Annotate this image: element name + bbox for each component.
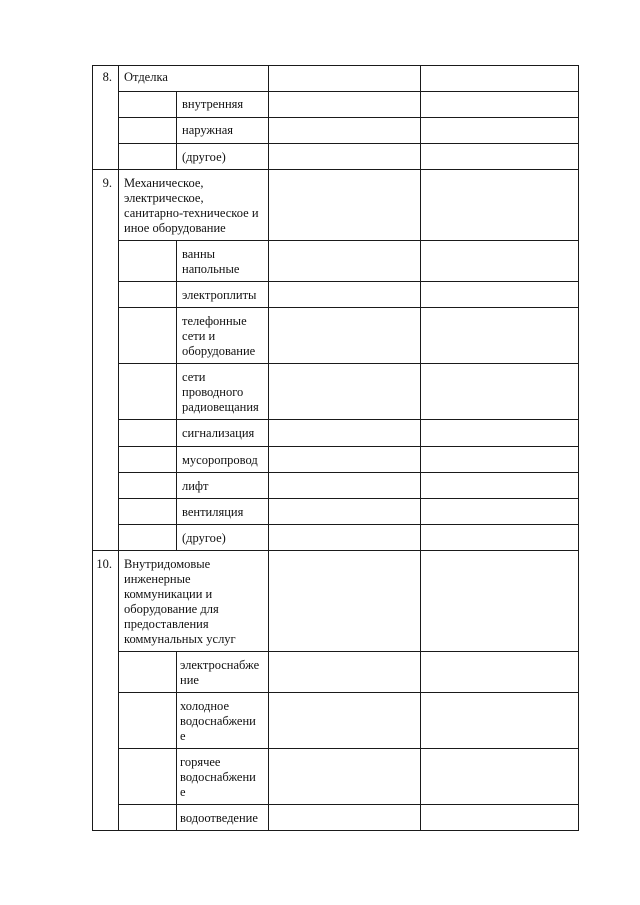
row-line <box>118 692 579 693</box>
column-divider-3 <box>420 65 421 831</box>
section-10-title: Внутридомовые инженерные коммуникации и оборудование для предоставления коммунальных услуг <box>124 557 236 646</box>
row-line <box>118 307 579 308</box>
section-9-item-8: вентиляция <box>182 505 244 519</box>
section-8-item-1: внутренняя <box>182 97 244 111</box>
section-10-number: 10. <box>96 557 112 571</box>
section-9-item-6: мусоропровод <box>182 453 258 467</box>
column-divider-subitem-s9 <box>176 240 177 550</box>
row-line <box>118 498 579 499</box>
column-divider-number <box>118 65 119 831</box>
section-8-item-3: (другое) <box>182 150 226 164</box>
row-line <box>118 240 579 241</box>
row-line <box>118 804 579 805</box>
section-line <box>92 550 579 551</box>
section-9-item-4: сети проводного радиовещания <box>182 370 259 414</box>
section-10-item-1: электроснабже ние <box>180 658 260 687</box>
row-line <box>118 472 579 473</box>
column-divider-subitem-s8 <box>176 91 177 169</box>
row-line <box>118 117 579 118</box>
section-9-item-2: электроплиты <box>182 288 257 302</box>
section-9-item-9: (другое) <box>182 531 226 545</box>
section-9-title: Механическое, электрическое, санитарно-техническое и иное оборудование <box>124 176 259 235</box>
section-8-title: Отделка <box>124 70 168 84</box>
row-line <box>118 446 579 447</box>
table-border-left <box>92 65 93 831</box>
section-10-item-3: горячее водоснабжени е <box>180 755 256 799</box>
row-line <box>118 363 579 364</box>
section-9-item-7: лифт <box>182 479 209 493</box>
section-9-number: 9. <box>102 176 112 190</box>
row-line <box>118 419 579 420</box>
section-line <box>92 169 579 170</box>
table-border-right <box>578 65 579 831</box>
column-divider-2 <box>268 65 269 831</box>
section-9-item-3: телефонные сети и оборудование <box>182 314 256 358</box>
row-line <box>118 651 579 652</box>
section-8-number: 8. <box>102 70 112 84</box>
row-line <box>118 281 579 282</box>
table-border-top <box>92 65 579 66</box>
row-line <box>118 748 579 749</box>
section-9-item-1: ванны напольные <box>182 247 240 276</box>
section-8-item-2: наружная <box>182 123 234 137</box>
section-10-item-4: водоотведение <box>180 811 258 825</box>
table-border-bottom <box>92 830 579 831</box>
section-10-item-2: холодное водоснабжени е <box>180 699 256 743</box>
row-line <box>118 524 579 525</box>
row-line <box>118 143 579 144</box>
section-9-item-5: сигнализация <box>182 426 255 440</box>
row-line <box>118 91 579 92</box>
